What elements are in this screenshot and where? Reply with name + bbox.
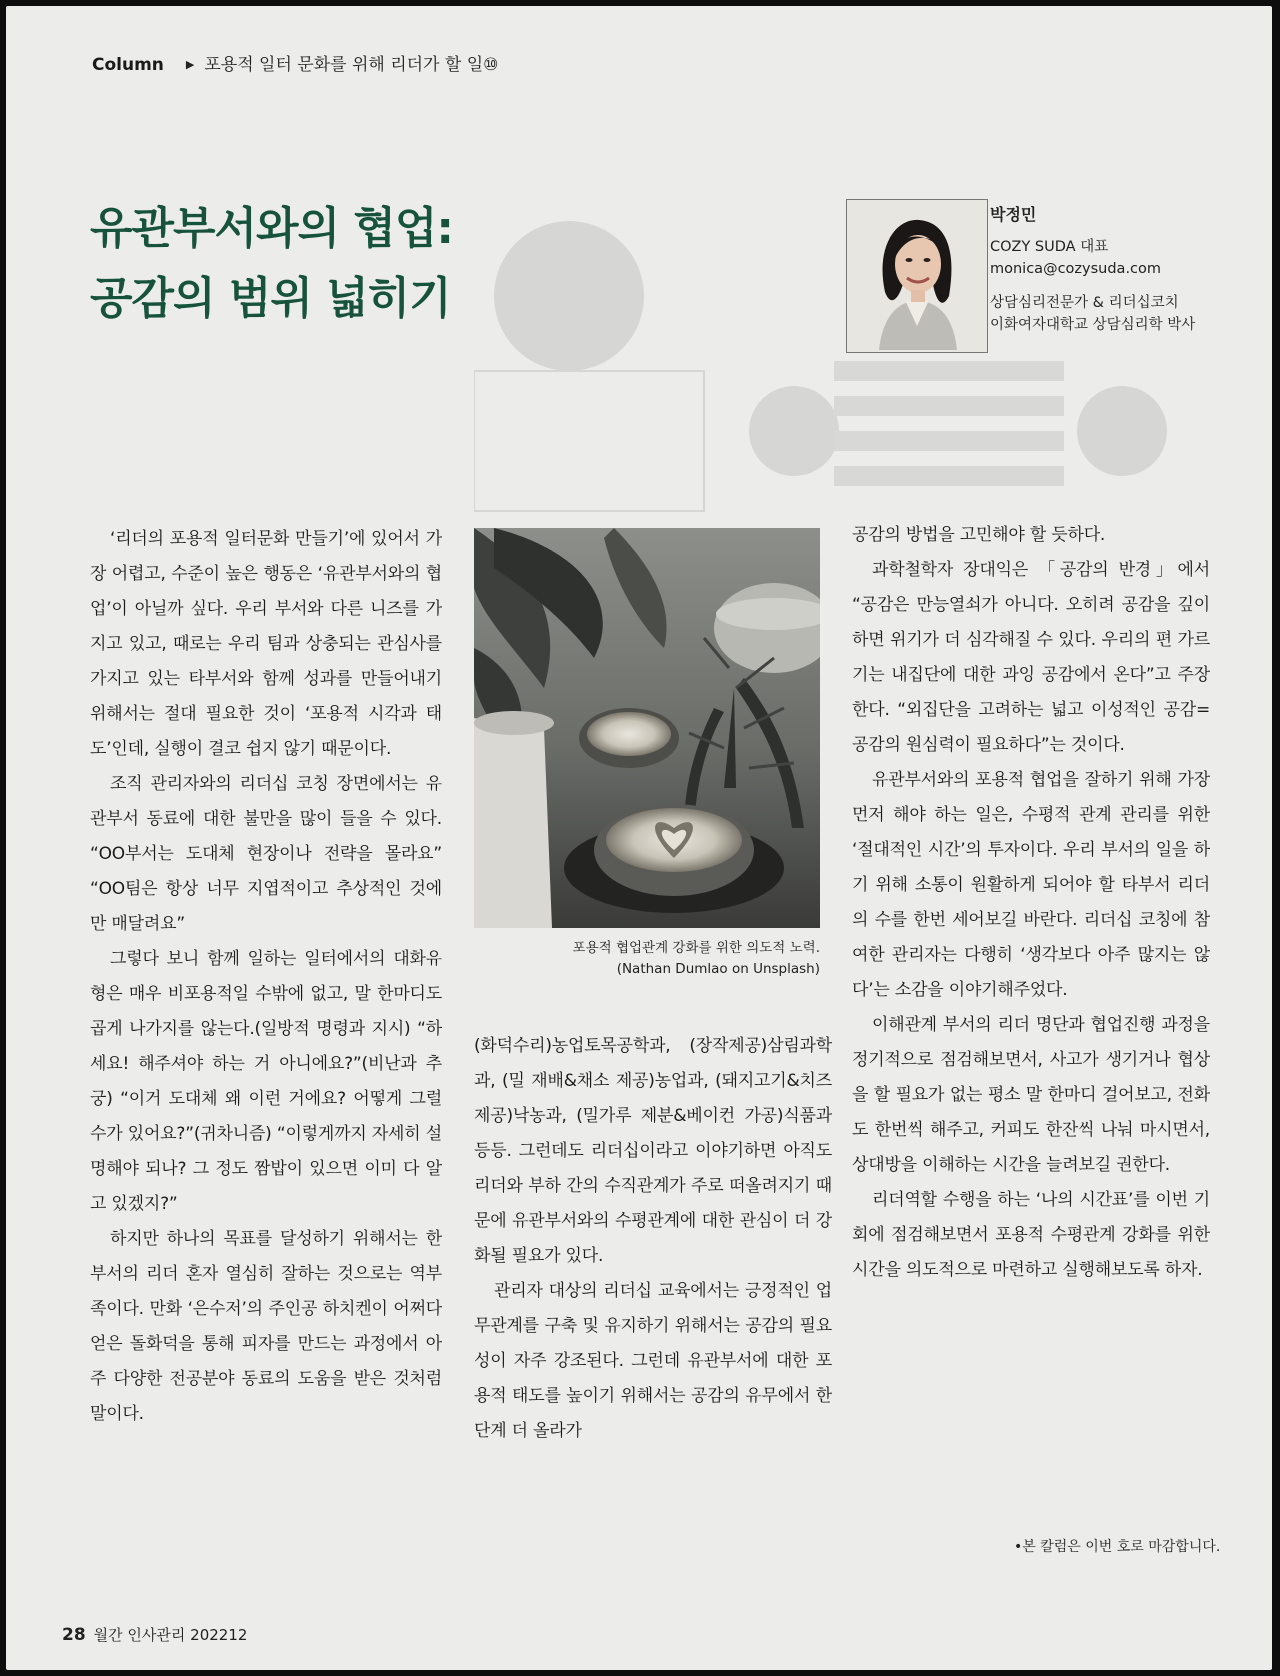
paragraph: (화덕수리)농업토목공학과, (장작제공)삼림과학과, (밀 재배&채소 제공)농업과, (돼지고기&치즈 제공)낙농과, (밀가루 제분&베이컨 가공)식품과 등등. 그런데도 리더십이라고 이야기하면 아직도 리더와 부하 간의 수직관계가 주로 떠올려지기 때문에 유관부서와의 수평관계에 대한 관심이 더 강화될 필요가 있다. xyxy=(474,1036,832,1266)
text-column-2 xyxy=(474,1029,832,1449)
triangle-bullet-icon: ▶ xyxy=(185,58,195,71)
paragraph: 그렇다 보니 함께 일하는 일터에서의 대화유형은 매우 비포용적일 수밖에 없고, 말 한마디도 곱게 나가지를 않는다.(일방적 명령과 지시) “하세요! 해주셔야 하는 거 아니에요?”(비난과 추궁) “이거 도대체 왜 이런 거에요? 어떻게 그럴 수가 있어요?”(귀차니즘) “이렇게까지 자세히 설명해야 되나? 그 정도 짬밥이 있으면 이미 다 알고 있겠지?” xyxy=(90,949,442,1214)
page-number: 28 xyxy=(62,1625,86,1645)
portrait-illustration xyxy=(847,200,987,352)
magazine-page xyxy=(6,6,1272,1670)
author-info xyxy=(990,204,1195,336)
paragraph: 조직 관리자와의 리더십 코칭 장면에서는 유관부서 동료에 대한 불만을 많이 들을 수 있다. “OO부서는 도대체 현장이나 전략을 몰라요” “OO팀은 항상 너무 지엽적이고 추상적인 것에만 매달려요” xyxy=(90,774,442,934)
text-column-1 xyxy=(90,522,442,1432)
closing-note: •본 칼럼은 이번 호로 마감합니다. xyxy=(1014,1539,1221,1555)
paragraph: 리더역할 수행을 하는 ‘나의 시간표’를 이번 기회에 점검해보면서 포용적 수평관계 강화를 위한 시간을 의도적으로 마련하고 실행해보도록 하자. xyxy=(852,1190,1210,1280)
title-line-2: 공감의 범위 넓히기 xyxy=(90,273,451,324)
paragraph: ‘리더의 포용적 일터문화 만들기’에 있어서 가장 어렵고, 수준이 높은 행동은 ‘유관부서와의 협업’이 아닐까 싶다. 우리 부서와 다른 니즈를 가지고 있고, 때로는 우리 팀과 상충되는 관심사를 가지고 있는 타부서와 함께 성과를 만들어내기 위해서는 절대 필요한 것이 ‘포용적 시각과 태도’인데, 실행이 결코 쉽지 않기 때문이다. xyxy=(90,529,442,759)
series-title: 포용적 일터 문화를 위해 리더가 할 일⑩ xyxy=(204,55,499,75)
page-footer xyxy=(62,1624,247,1645)
author-portrait xyxy=(846,199,988,353)
paragraph: 공감의 방법을 고민해야 할 듯하다. xyxy=(852,525,1106,545)
title-line-1: 유관부서와의 협업: xyxy=(90,203,453,254)
publication-name: 월간 인사관리 202212 xyxy=(93,1626,248,1644)
article-title xyxy=(90,194,530,334)
paragraph: 하지만 하나의 목표를 달성하기 위해서는 한 부서의 리더 혼자 열심히 잘하는 것으로는 역부족이다. 만화 ‘은수저’의 주인공 하치켄이 어쩌다 얻은 돌화덕을 통해 피자를 만드는 과정에서 아주 다양한 전공분야 동료의 도움을 받은 것처럼 말이다. xyxy=(90,1229,442,1424)
caption-line-1: 포용적 협업관계 강화를 위한 의도적 노력. xyxy=(572,940,820,956)
author-org: COZY SUDA 대표 xyxy=(990,239,1109,255)
author-email: monica@cozysuda.com xyxy=(990,261,1162,277)
paragraph: 과학철학자 장대익은 「공감의 반경」에서 “공감은 만능열쇠가 아니다. 오히려 공감을 깊이 하면 위기가 더 심각해질 수 있다. 우리의 편 가르기는 내집단에 대한 과잉 공감에서 온다”고 주장한다. “외집단을 고려하는 넓고 이성적인 공감=공감의 원심력이 필요하다”는 것이다. xyxy=(852,560,1210,755)
section-label: Column xyxy=(92,55,164,75)
paragraph: 유관부서와의 포용적 협업을 잘하기 위해 가장 먼저 해야 하는 일은, 수평적 관계 관리를 위한 ‘절대적인 시간’의 투자이다. 우리 부서의 일을 하기 위해 소통이 원활하게 되어야 할 타부서 리더의 수를 한번 세어보길 바란다. 리더십 코칭에 참여한 관리자는 다행히 ‘생각보다 아주 많지는 않다’는 소감을 이야기해주었다. xyxy=(852,770,1210,1000)
author-role: 상담심리전문가 & 리더십코치 xyxy=(990,295,1179,311)
photo-caption xyxy=(474,938,820,980)
paragraph: 관리자 대상의 리더십 교육에서는 긍정적인 업무관계를 구축 및 유지하기 위해서는 공감의 필요성이 자주 강조된다. 그런데 유관부서에 대한 포용적 태도를 높이기 위해서는 공감의 유무에서 한 단계 더 올라가 xyxy=(474,1281,832,1441)
coffee-photo xyxy=(474,528,820,928)
caption-credit: (Nathan Dumlao on Unsplash) xyxy=(616,961,820,977)
author-degree: 이화여자대학교 상담심리학 박사 xyxy=(990,317,1196,333)
text-column-3 xyxy=(852,518,1210,1288)
latte-plants-image xyxy=(474,528,820,928)
column-header xyxy=(92,50,498,75)
paragraph: 이해관계 부서의 리더 명단과 협업진행 과정을 정기적으로 점검해보면서, 사고가 생기거나 협상을 할 필요가 없는 평소 말 한마디 걸어보고, 전화도 한번씩 해주고, 커피도 한잔씩 나눠 마시면서, 상대방을 이해하는 시간을 늘려보길 권한다. xyxy=(852,1015,1210,1175)
author-name: 박정민 xyxy=(990,205,1037,224)
